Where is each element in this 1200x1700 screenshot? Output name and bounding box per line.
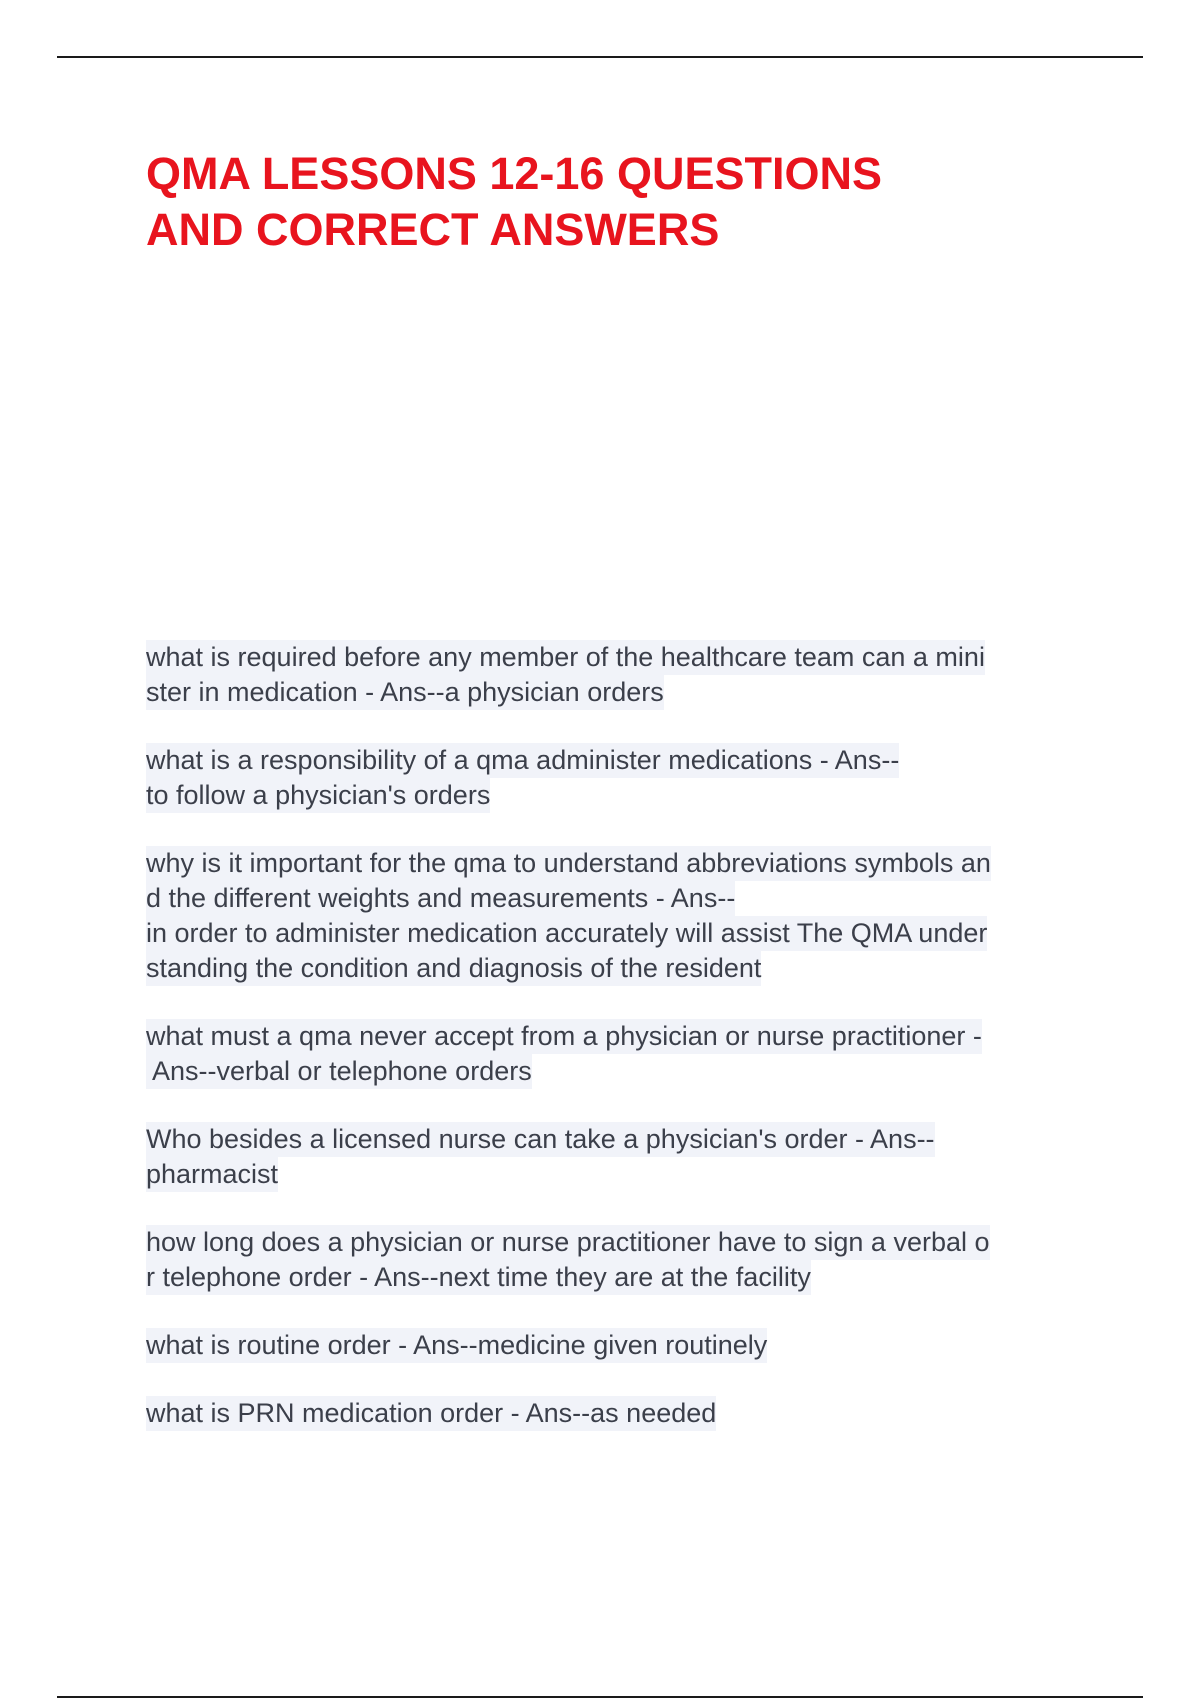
qa-item-4 xyxy=(146,1019,1096,1089)
qa-line: to follow a physician's orders xyxy=(146,778,490,813)
qa-line: what is a responsibility of a qma administer medications - Ans-- xyxy=(146,743,899,778)
qa-line: what is required before any member of the healthcare team can a mini xyxy=(146,640,985,675)
qa-line: standing the condition and diagnosis of the resident xyxy=(146,951,761,986)
qa-line: what is PRN medication order - Ans--as needed xyxy=(146,1396,716,1431)
qa-line: ster in medication - Ans--a physician orders xyxy=(146,675,664,710)
qa-item-1 xyxy=(146,640,1096,710)
qa-item-7 xyxy=(146,1328,1096,1363)
qa-item-8 xyxy=(146,1396,1096,1431)
title-line-1: QMA LESSONS 12-16 QUESTIONS xyxy=(146,148,882,199)
qa-line: what is routine order - Ans--medicine given routinely xyxy=(146,1328,767,1363)
qa-line: d the different weights and measurements - Ans-- xyxy=(146,881,735,916)
document-title xyxy=(146,146,1106,258)
qa-item-6 xyxy=(146,1225,1096,1295)
qa-line: pharmacist xyxy=(146,1157,278,1192)
qa-item-3 xyxy=(146,846,1096,986)
header-rule xyxy=(57,56,1143,58)
qa-line: Ans--verbal or telephone orders xyxy=(146,1054,532,1089)
qa-item-5 xyxy=(146,1122,1096,1192)
footer-rule xyxy=(57,1696,1143,1698)
qa-line: r telephone order - Ans--next time they are at the facility xyxy=(146,1260,811,1295)
title-line-2: AND CORRECT ANSWERS xyxy=(146,204,720,255)
qa-line: why is it important for the qma to understand abbreviations symbols an xyxy=(146,846,991,881)
qa-line: how long does a physician or nurse practitioner have to sign a verbal o xyxy=(146,1225,990,1260)
qa-item-2 xyxy=(146,743,1096,813)
qa-list xyxy=(146,640,1096,1464)
qa-line: what must a qma never accept from a physician or nurse practitioner - xyxy=(146,1019,982,1054)
qa-line: in order to administer medication accurately will assist The QMA under xyxy=(146,916,987,951)
qa-line: Who besides a licensed nurse can take a physician's order - Ans-- xyxy=(146,1122,935,1157)
